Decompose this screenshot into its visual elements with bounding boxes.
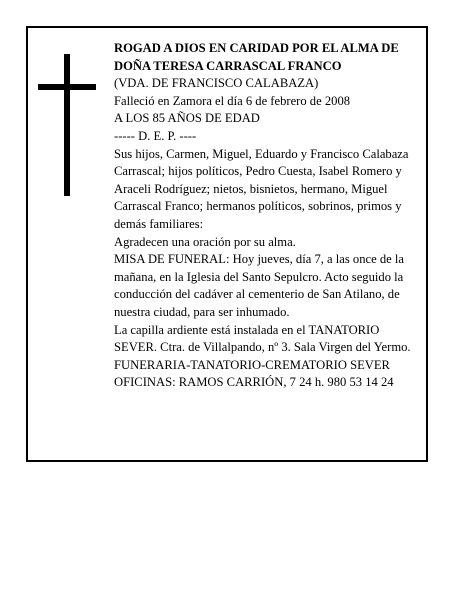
thanks: Agradecen una oración por su alma. — [114, 234, 296, 249]
cross-vertical-bar — [64, 54, 70, 196]
deceased-name: DOÑA TERESA CARRASCAL FRANCO — [114, 58, 342, 73]
death-info: Falleció en Zamora el día 6 de febrero de 2008 — [114, 93, 351, 108]
offices: OFICINAS: RAMOS CARRIÓN, 7 24 h. 980 53 14 24 — [114, 375, 394, 390]
obituary-text — [114, 40, 424, 392]
widow-of: (VDA. DE FRANCISCO CALABAZA) — [114, 76, 319, 91]
cross-horizontal-bar — [38, 84, 96, 90]
notice-header: ROGAD A DIOS EN CARIDAD POR EL ALMA DE — [114, 41, 399, 55]
chapel-info: La capilla ardiente está instalada en el TANATORIO SEVER. Ctra. de Villalpando, nº 3. Sala Virgen del Yermo. — [114, 322, 411, 355]
funeral-home: FUNERARIA-TANATORIO-CREMATORIO SEVER — [114, 357, 390, 372]
rip-line: ----- D. E. P. ---- — [114, 128, 197, 143]
funeral-mass: MISA DE FUNERAL: Hoy jueves, día 7, a las once de la mañana, en la Iglesia del Santo Sepulcro. Acto seguido la conducción del cadáver al cementerio de San Atilano, de nuestra ciudad, para ser inhumado. — [114, 252, 404, 319]
age: A LOS 85 AÑOS DE EDAD — [114, 111, 260, 126]
family-list: Sus hijos, Carmen, Miguel, Eduardo y Francisco Calabaza Carrascal; hijos políticos, Pedro Cuesta, Isabel Romero y Araceli Rodríguez; nietos, bisnietos, hermano, Miguel Carrascal Franco; hermanos políticos, sobrinos, primos y demás familiares: — [114, 146, 409, 231]
